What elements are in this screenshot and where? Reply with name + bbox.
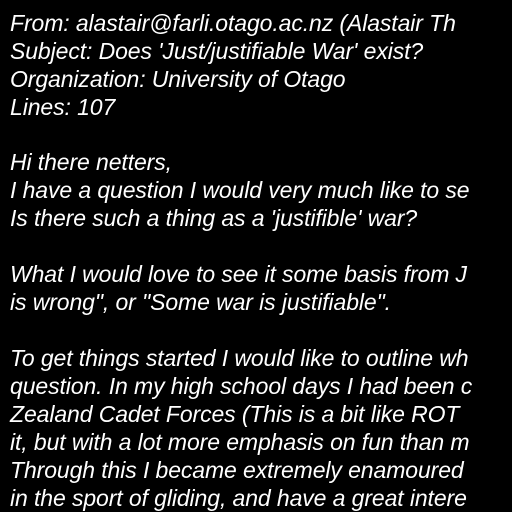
body-line: To get things started I would like to outline wh xyxy=(10,345,469,371)
header-subject: Subject: Does 'Just/justifiable War' exist? xyxy=(10,38,424,64)
body-line: it, but with a lot more emphasis on fun than m xyxy=(10,429,470,455)
body-line: Through this I became extremely enamoured xyxy=(10,457,464,483)
body-line: is wrong", or "Some war is justifiable". xyxy=(10,289,391,315)
body-line: Zealand Cadet Forces (This is a bit like ROT xyxy=(10,401,460,427)
header-lines: Lines: 107 xyxy=(10,94,116,120)
body-line: in the sport of gliding, and have a great intere xyxy=(10,485,467,511)
body-line: question. In my high school days I had been c xyxy=(10,373,473,399)
header-from: From: alastair@farli.otago.ac.nz (Alastair Th xyxy=(10,10,456,36)
body-line: Is there such a thing as a 'justifible' war? xyxy=(10,205,418,231)
header-organization: Organization: University of Otago xyxy=(10,66,346,92)
body-line: What I would love to see it some basis from J xyxy=(10,261,467,287)
body-line: Hi there netters, xyxy=(10,149,172,175)
body-line: I have a question I would very much like to se xyxy=(10,177,470,203)
